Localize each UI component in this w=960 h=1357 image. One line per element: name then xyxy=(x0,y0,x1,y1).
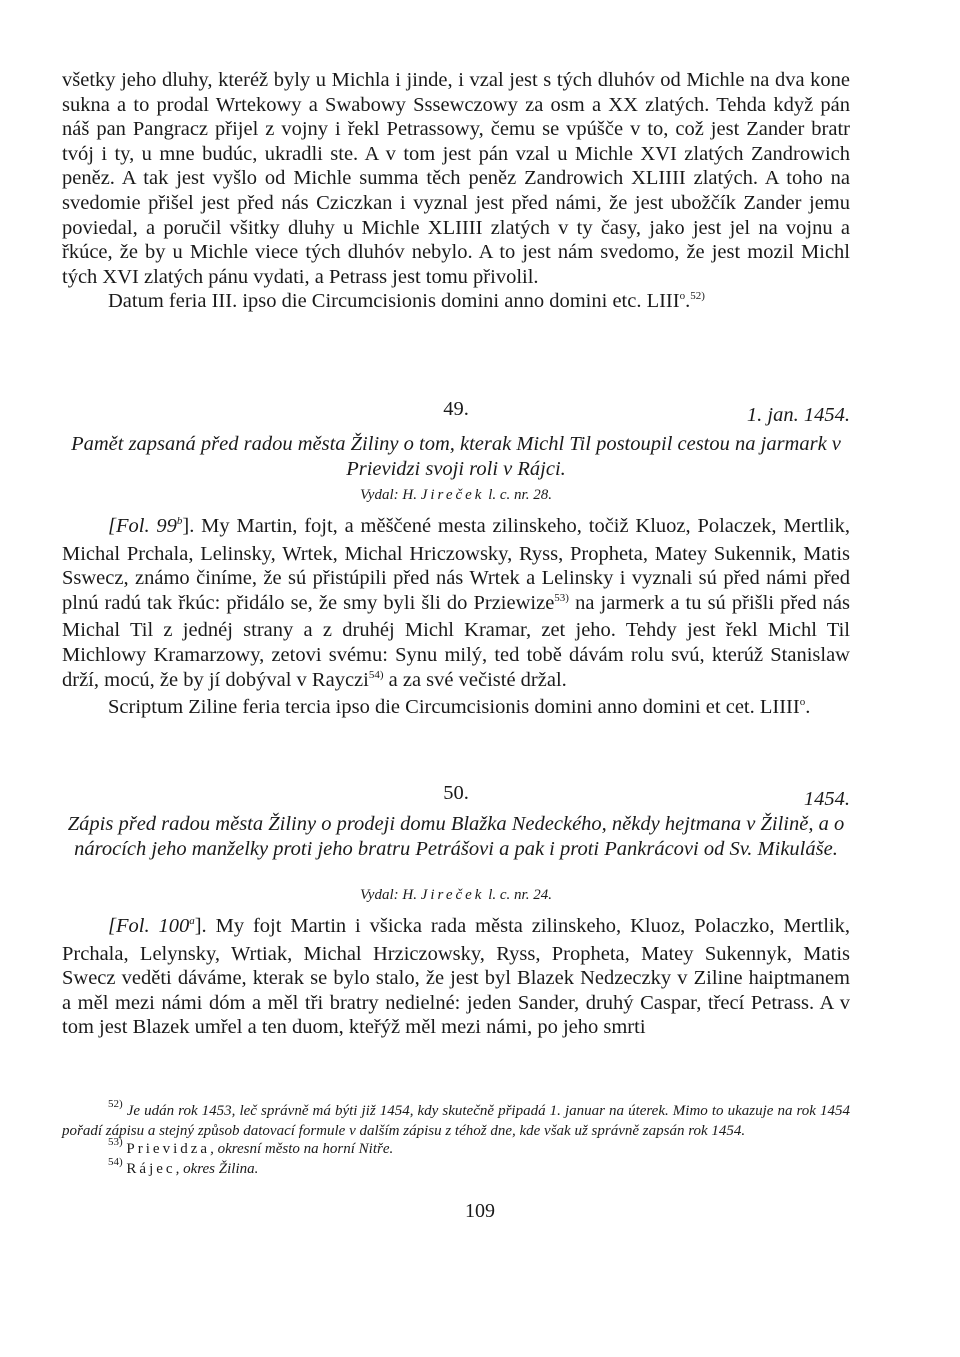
footnote-ref-53: 53) xyxy=(554,591,569,604)
footnote-ref-54: 54) xyxy=(368,668,384,681)
doc49-paragraph xyxy=(62,514,850,695)
footnote-53-text: , okresní město na horní Nitře. xyxy=(210,1141,394,1157)
footnote-54-text: , okres Žilina. xyxy=(175,1160,259,1177)
scriptum-superscript: o xyxy=(799,696,806,709)
footnote-ref-52: 52) xyxy=(690,290,705,303)
scriptum-end: . xyxy=(805,696,811,719)
datum-text: Datum feria III. ipso die Circumcisionis domini anno domini etc. LIII xyxy=(108,290,680,313)
footnote-53 xyxy=(62,1136,850,1160)
doc50-folio: [Fol. 100 xyxy=(108,915,190,937)
doc50-edition-prefix: Vydal: H. xyxy=(360,887,417,903)
doc49-folio-close: ]. xyxy=(182,515,195,537)
doc50-paragraph xyxy=(62,914,850,1040)
footnote-52 xyxy=(62,1098,851,1140)
doc49-edition-author: Jireček xyxy=(420,487,485,503)
doc49-text-b: na jarmerk a tu sú přišli před nás Michal Til z jednéj strany a z druhéj Michl Kramar, zet jeho. Tehdy jest řekl Michl Til Michlowy Kramarzowy, zetovi svému: Synu milý, ted tobě dávám rolu svú, kterúž Stanislaw drží, mocú, že by jí dobýval v Rayczi xyxy=(62,591,850,691)
doc49-number: 49. xyxy=(443,398,469,420)
doc49-folio: [Fol. 99 xyxy=(108,515,177,537)
doc49-edition-prefix: Vydal: H. xyxy=(360,487,417,503)
doc49-edition-rest: l. c. nr. 28. xyxy=(488,487,552,503)
intro-datum xyxy=(62,289,850,317)
doc49-scriptum xyxy=(62,695,850,723)
intro-paragraph: všetky jeho dluhy, kteréž byly u Michla i jinde, i vzal jest s tých dluhóv od Michle na dva kone sukna a to prodal Wrtekowy a Swabowy Sssewczowy za osm a XX zlatých. Tehda když pán náš pan Pangracz přijel z vojny i řekl Petrassowy, čemu se vpúšče v to, což jest Zander bratr tvój i ty, u mne budúc, ukradli ste. A v tom jest pán vzal u Michle XVI zlatých Zandrowich peněz. A tak jest vyšlo od Michle summa těch peněz Zandrowich XLIIII zlatých. A toho na svedomie přišel jest před nás Cziczkan i vyznal jest před námi, že jest ubožčík Zander jemu poviedal, a poručil všitky dluhy u Michle XLIIII zlatých v ty časy, jako jest jel na vojnu a řkúce, že by u Michle viece tých dluhóv nebylo. A to jest nám svedomo, že jest mozil Michl tých XVI zlatých pánu vydati, a Petrass jest tomu přivolil. xyxy=(62,69,850,288)
doc50-edition-author: Jireček xyxy=(420,887,485,903)
doc49-date: 1. jan. 1454. xyxy=(746,404,850,426)
footnote-54 xyxy=(62,1155,850,1180)
doc49-folio-side: b xyxy=(176,515,183,527)
doc50-text: My fojt Martin i všicka rada města zilinskeho, Kluoz, Polaczko, Mertlik, Prchala, Lelynsky, Wrtiak, Michal Hrziczowsky, Ryss, Propheta, Matey Sukennyk, Matis Swecz veděti dáváme, kterak se bylo stalo, že jest byl Blazek Nedzeczky v Ziline haiptmanem a měl mezi námi dóm a měl tři bratry nedielné: jeden Sander, druhý Caspar, třecí Petrass. A v tom jest Blazek umřel a ten duom, kteřýž měl mezi námi, po jeho smrti xyxy=(62,915,850,1039)
footnote-53-name: Prievidza xyxy=(126,1141,211,1157)
intro-section xyxy=(62,68,850,317)
doc50-folio-close: ]. xyxy=(194,915,207,937)
doc49-text-c: a za své večisté držal. xyxy=(383,668,567,691)
footnote-54-mark: 54) xyxy=(108,1155,123,1168)
doc49-summary: Pamět zapsaná před radou města Žiliny o tom, kterak Michl Til postoupil cestou na jarmark v Prievidzi svoji roli v Rájci. xyxy=(71,433,841,480)
doc50-edition xyxy=(62,887,850,904)
doc50-edition-rest: l. c. nr. 24. xyxy=(488,887,552,903)
doc49-body xyxy=(62,514,850,723)
doc50-header xyxy=(62,782,850,808)
doc50-number: 50. xyxy=(443,782,469,804)
datum-end: . xyxy=(685,290,691,313)
doc50-folio-side: a xyxy=(189,915,195,927)
footnotes xyxy=(62,1098,851,1179)
doc49-text-a: My Martin, fojt, a měščené mesta zilinskeho, točiž Kluoz, Polaczek, Mertlik, Michal Prchala, Lelinsky, Wrtek, Michal Hriczowsky, Ryss, Propheta, Matey Sukennik, Matis Sswecz, známo činíme, že sú přistúpili před nás Wrtek a Lelinsky i vyznali sú před námi před plnú radú tak řkúc: přidálo se, že smy byli šli do Prziewize xyxy=(62,515,850,614)
doc50-body xyxy=(62,914,850,1040)
footnote-54-name: Rájec xyxy=(126,1160,176,1177)
doc50-summary: Zápis před radou města Žiliny o prodeji domu Blažka Nedeckého, někdy hejtmana v Žilině, a o nárocích jeho manželky proti jeho bratru Petrášovi a pak i proti Pankrácovi od Sv. Mikuláše. xyxy=(67,813,845,860)
doc50-date: 1454. xyxy=(803,788,850,810)
scriptum-text: Scriptum Ziline feria tercia ipso die Circumcisionis domini anno domini et cet. LIIII xyxy=(108,696,800,719)
doc49-header xyxy=(62,398,850,424)
footnote-52-text: Je udán rok 1453, leč správně má býti již 1454, kdy skutečně připadá 1. januar na úterek. Mimo to ukazuje na rok 1454 pořadí zápisu a stejný způsob datovací formule v dalším zápisu z téhož dne, kde však už správně zapsán rok 1454. xyxy=(62,1103,851,1139)
doc49-edition xyxy=(62,487,850,504)
page-number: 109 xyxy=(465,1200,495,1222)
footnote-52-mark: 52) xyxy=(108,1098,123,1110)
datum-superscript: o xyxy=(679,290,686,303)
footnote-53-mark: 53) xyxy=(108,1136,123,1148)
